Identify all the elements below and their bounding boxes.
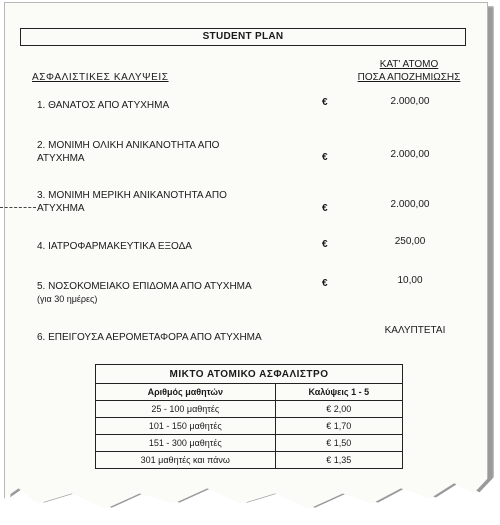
coverage-4-currency: € (322, 239, 328, 250)
premium-row-2-price: € 1,70 (275, 418, 402, 435)
premium-row-2-students: 101 - 150 μαθητές (96, 418, 276, 435)
premium-table-header-row (96, 384, 403, 401)
premium-row-1-price: € 2,00 (275, 401, 402, 418)
premium-row-3-students: 151 - 300 μαθητές (96, 435, 276, 452)
premium-col-students: Αριθμός μαθητών (96, 384, 276, 401)
coverage-3-label (37, 189, 227, 215)
coverage-2-line1: 2. ΜΟΝΙΜΗ ΟΛΙΚΗ ΑΝΙΚΑΝΟΤΗΤΑ ΑΠΟ (37, 140, 220, 151)
coverage-6-amount: ΚΑΛΥΠΤΕΤΑΙ (384, 325, 446, 336)
coverage-2-line2: ΑΤΥΧΗΜΑ (37, 153, 85, 164)
coverage-5-currency: € (322, 278, 328, 289)
coverage-2-amount: 2.000,00 (390, 149, 430, 160)
premium-table-title-row (96, 365, 403, 384)
coverage-2-label (37, 139, 219, 165)
coverage-3-amount: 2.000,00 (390, 199, 430, 210)
coverage-6-label: 6. ΕΠΕΙΓΟΥΣΑ ΑΕΡΟΜΕΤΑΦΟΡΑ ΑΠΟ ΑΤΥΧΗΜΑ (37, 332, 262, 343)
coverage-1-currency: € (322, 97, 328, 108)
table-row (96, 401, 403, 418)
coverage-5-amount: 10,00 (397, 275, 423, 286)
coverage-1-amount: 2.000,00 (390, 96, 430, 107)
coverage-4-label: 4. ΙΑΤΡΟΦΑΡΜΑΚΕΥΤΙΚΑ ΕΞΟΔΑ (37, 241, 192, 252)
premium-row-1-students: 25 - 100 μαθητές (96, 401, 276, 418)
coverage-3-line1: 3. ΜΟΝΙΜΗ ΜΕΡΙΚΗ ΑΝΙΚΑΝΟΤΗΤΑ ΑΠΟ (37, 190, 227, 201)
amounts-header-line2: ΠΟΣΑ ΑΠΟΖΗΜΙΩΣΗΣ (357, 72, 461, 83)
coverage-5-line2: (για 30 ημέρες) (37, 294, 98, 304)
premium-row-3-price: € 1,50 (275, 435, 402, 452)
table-row (96, 435, 403, 452)
coverage-5-line1: 5. ΝΟΣΟΚΟΜΕΙΑΚΟ ΕΠΙΔΟΜΑ ΑΠΟ ΑΤΥΧΗΜΑ (37, 281, 252, 292)
premium-table-title: ΜΙΚΤΟ ΑΤΟΜΙΚΟ ΑΣΦΑΛΙΣΤΡΟ (96, 365, 403, 384)
coverage-3-currency: € (322, 203, 328, 214)
coverage-3-line2: ΑΤΥΧΗΜΑ (37, 203, 85, 214)
premium-row-4-students: 301 μαθητές και πάνω (96, 452, 276, 469)
coverage-2-currency: € (322, 152, 328, 163)
fold-mark (0, 207, 36, 208)
coverage-1-label: 1. ΘΑΝΑΤΟΣ ΑΠΟ ΑΤΥΧΗΜΑ (37, 100, 170, 111)
table-row (96, 418, 403, 435)
coverage-5-label (37, 280, 252, 306)
premium-row-4-price: € 1,35 (275, 452, 402, 469)
document-title: STUDENT PLAN (20, 28, 466, 46)
table-row (96, 452, 403, 469)
premium-table (95, 364, 403, 469)
coverages-header: ΑΣΦΑΛΙΣΤΙΚΕΣ ΚΑΛΥΨΕΙΣ (32, 72, 169, 83)
coverage-4-amount: 250,00 (394, 236, 426, 247)
amounts-header (348, 58, 470, 84)
premium-col-coverages: Καλύψεις 1 - 5 (275, 384, 402, 401)
amounts-header-line1: ΚΑΤ' ΑΤΟΜΟ (379, 59, 439, 70)
